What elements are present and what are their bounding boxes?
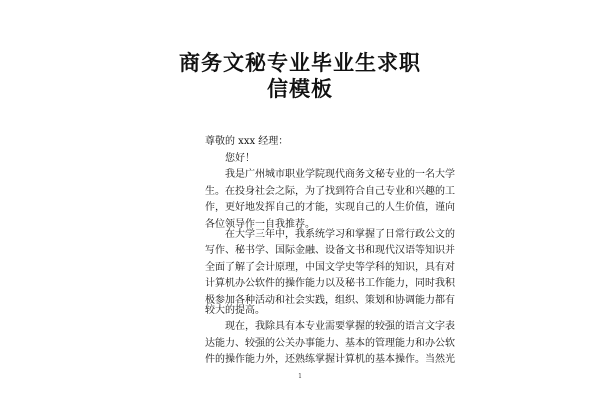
body-line: 在大学三年中，我系统学习和掌握了日常行政公文的 xyxy=(205,229,455,240)
greeting: 您好！ xyxy=(205,153,255,164)
body-line: 各位领导作一自我推荐。 xyxy=(205,219,315,230)
body-line: 达能力、较强的公关办事能力、基本的管理能力和办公软 xyxy=(205,338,455,349)
body-line: 件的操作能力外，还熟练掌握计算机的基本操作。当然光 xyxy=(205,354,455,365)
body-line: 较大的提高。 xyxy=(205,305,265,316)
salutation: 尊敬的 xxx 经理： xyxy=(205,136,289,147)
doc-title-line1: 商务文秘专业毕业生求职 xyxy=(179,51,421,75)
body-line: 全面了解了会计原理，中国文学史等学科的知识，具有对 xyxy=(205,262,455,273)
body-line: 现在，我除具有本专业需要掌握的较强的语言文字表 xyxy=(205,321,455,332)
body-line: 作，更好地发挥自己的才能，实现自己的人生价值，谨向 xyxy=(205,202,455,213)
body-line: 写作、秘书学、国际金融、设备文书和现代汉语等知识并 xyxy=(205,245,455,256)
body-line: 我是广州城市职业学院现代商务文秘专业的一名大学 xyxy=(205,169,455,180)
body-line: 生。在投身社会之际，为了找到符合自己专业和兴趣的工 xyxy=(205,186,455,197)
page-number: 1 xyxy=(298,373,302,380)
body-line: 计算机办公软件的操作能力以及秘书工作能力，同时我积 xyxy=(205,278,455,289)
body-line: 极参加各种活动和社会实践，组织、策划和协调能力都有 xyxy=(205,295,455,306)
doc-title-line2: 信模板 xyxy=(267,77,333,101)
